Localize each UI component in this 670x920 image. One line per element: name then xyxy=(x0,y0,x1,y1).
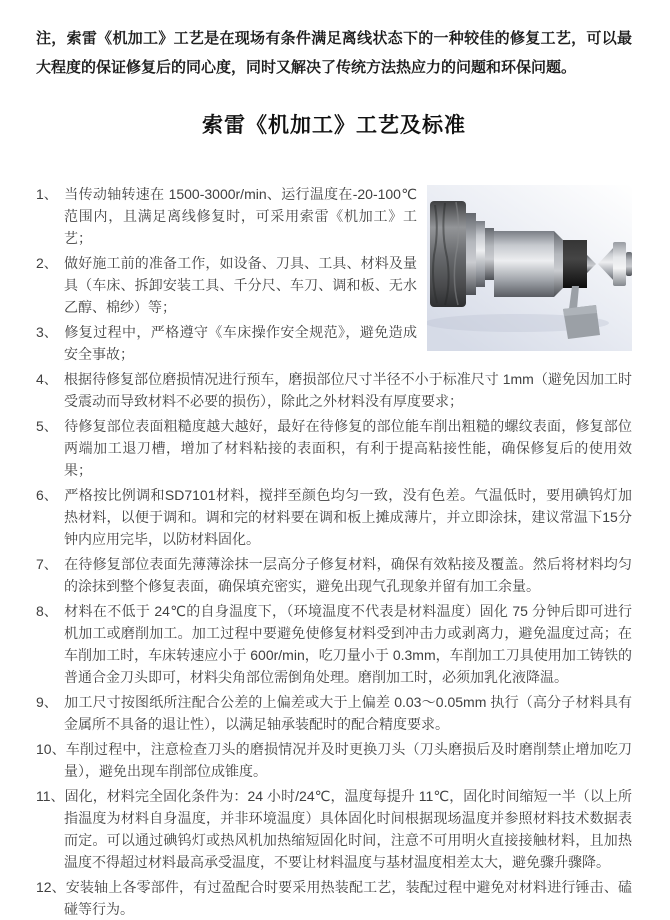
process-step-6 xyxy=(36,484,632,550)
step-text: 做好施工前的准备工作，如设备、刀具、工具、材料及量具（车床、拆卸安装工具、千分尺、车刀、调和板、无水乙醇、棉纱）等； xyxy=(64,255,417,315)
step-number: 6、 xyxy=(36,487,58,503)
step-text: 当传动轴转速在 1500-3000r/min、运行温度在-20-100℃范围内，且满足离线修复时，可采用索雷《机加工》工艺； xyxy=(64,186,417,246)
step-number: 7、 xyxy=(36,556,58,572)
step-number: 3、 xyxy=(36,324,58,340)
lathe-shaft-machining-icon xyxy=(427,185,632,351)
step-text: 材料在不低于 24℃的自身温度下，（环境温度不代表是材料温度）固化 75 分钟后即可进行机加工或磨削加工。加工过程中要避免使修复材料受到冲击力或剥离力，避免温度过高；在车削加工时，车床转速应小于 600r/min，吃刀量小于 0.3mm，车削加工刀具使用加工铸铁的普通合金刀头即可，材料尖角部位需倒角处理。磨削加工时，必须加乳化液降温。 xyxy=(64,603,632,685)
process-step-10 xyxy=(36,738,632,782)
process-step-11 xyxy=(36,785,632,873)
step-text: 修复过程中，严格遵守《车床操作安全规范》，避免造成安全事故； xyxy=(64,324,417,362)
step-text: 安装轴上各零部件，有过盈配合时要采用热装配工艺，装配过程中避免对材料进行锤击、磕碰等行为。 xyxy=(64,879,632,917)
step-number: 2、 xyxy=(36,255,58,271)
step-number: 9、 xyxy=(36,694,58,710)
workpiece-shaft xyxy=(494,231,596,297)
lathe-machining-figure xyxy=(427,185,632,351)
page-title: 索雷《机加工》工艺及标准 xyxy=(202,114,466,137)
process-step-9 xyxy=(36,691,632,735)
step-number: 10、 xyxy=(36,741,66,757)
process-step-7 xyxy=(36,553,632,597)
step-number: 1、 xyxy=(36,186,58,202)
process-step-8 xyxy=(36,600,632,688)
process-step-12 xyxy=(36,876,632,920)
step-number: 5、 xyxy=(36,418,58,434)
repair-material-band xyxy=(563,240,587,288)
step-text: 待修复部位表面粗糙度越大越好，最好在待修复的部位能车削出粗糙的螺纹表面，修复部位两端加工退刀槽，增加了材料粘接的表面积，有利于提高粘接性能，确保修复后的使用效果； xyxy=(64,418,632,478)
step-text: 固化，材料完全固化条件为：24 小时/24℃，温度每提升 11℃，固化时间缩短一半（以上所指温度为材料自身温度，并非环境温度）具体固化时间根据现场温度并参照材料技术数据表而定。可以通过碘钨灯或热风机加热缩短固化时间，注意不可用明火直接接触材料，且加热温度不得超过材料最高承受温度，不要让材料温度与基材温度相差太大，避免骤升骤降。 xyxy=(64,788,632,870)
process-list xyxy=(36,183,632,920)
process-step-5 xyxy=(36,415,632,481)
step-text: 车削过程中，注意检查刀头的磨损情况并及时更换刀头（刀头磨损后及时磨削禁止增加吃刀量），避免出现车削部位成锥度。 xyxy=(64,741,632,779)
step-text: 在待修复部位表面先薄薄涂抹一层高分子修复材料，确保有效粘接及覆盖。然后将材料均匀的涂抹到整个修复表面，确保填充密实，避免出现气孔现象并留有加工余量。 xyxy=(64,556,632,594)
step-number: 12、 xyxy=(36,879,66,895)
step-text: 严格按比例调和SD7101材料，搅拌至颜色均匀一致，没有色差。气温低时，要用碘钨灯加热材料，以便于调和。调和完的材料要在调和板上摊成薄片，并立即涂抹，建议常温下15分钟内应用完毕，以防材料固化。 xyxy=(64,487,632,547)
step-text: 加工尺寸按图纸所注配合公差的上偏差或大于上偏差 0.03～0.05mm 执行（高分子材料具有金属所不具备的退让性），以满足轴承装配时的配合精度要求。 xyxy=(64,694,632,732)
intro-note: 注，索雷《机加工》工艺是在现场有条件满足离线状态下的一种较佳的修复工艺，可以最大程度的保证修复后的同心度，同时又解决了传统方法热应力的问题和环保问题。 xyxy=(36,30,632,76)
process-step-4 xyxy=(36,368,632,412)
step-number: 11、 xyxy=(36,788,65,804)
step-number: 4、 xyxy=(36,371,58,387)
step-text: 根据待修复部位磨损情况进行预车，磨损部位尺寸半径不小于标准尺寸 1mm（避免因加工时受震动而导致材料不必要的损伤），除此之外材料没有厚度要求； xyxy=(64,371,632,409)
step-number: 8、 xyxy=(36,603,58,619)
